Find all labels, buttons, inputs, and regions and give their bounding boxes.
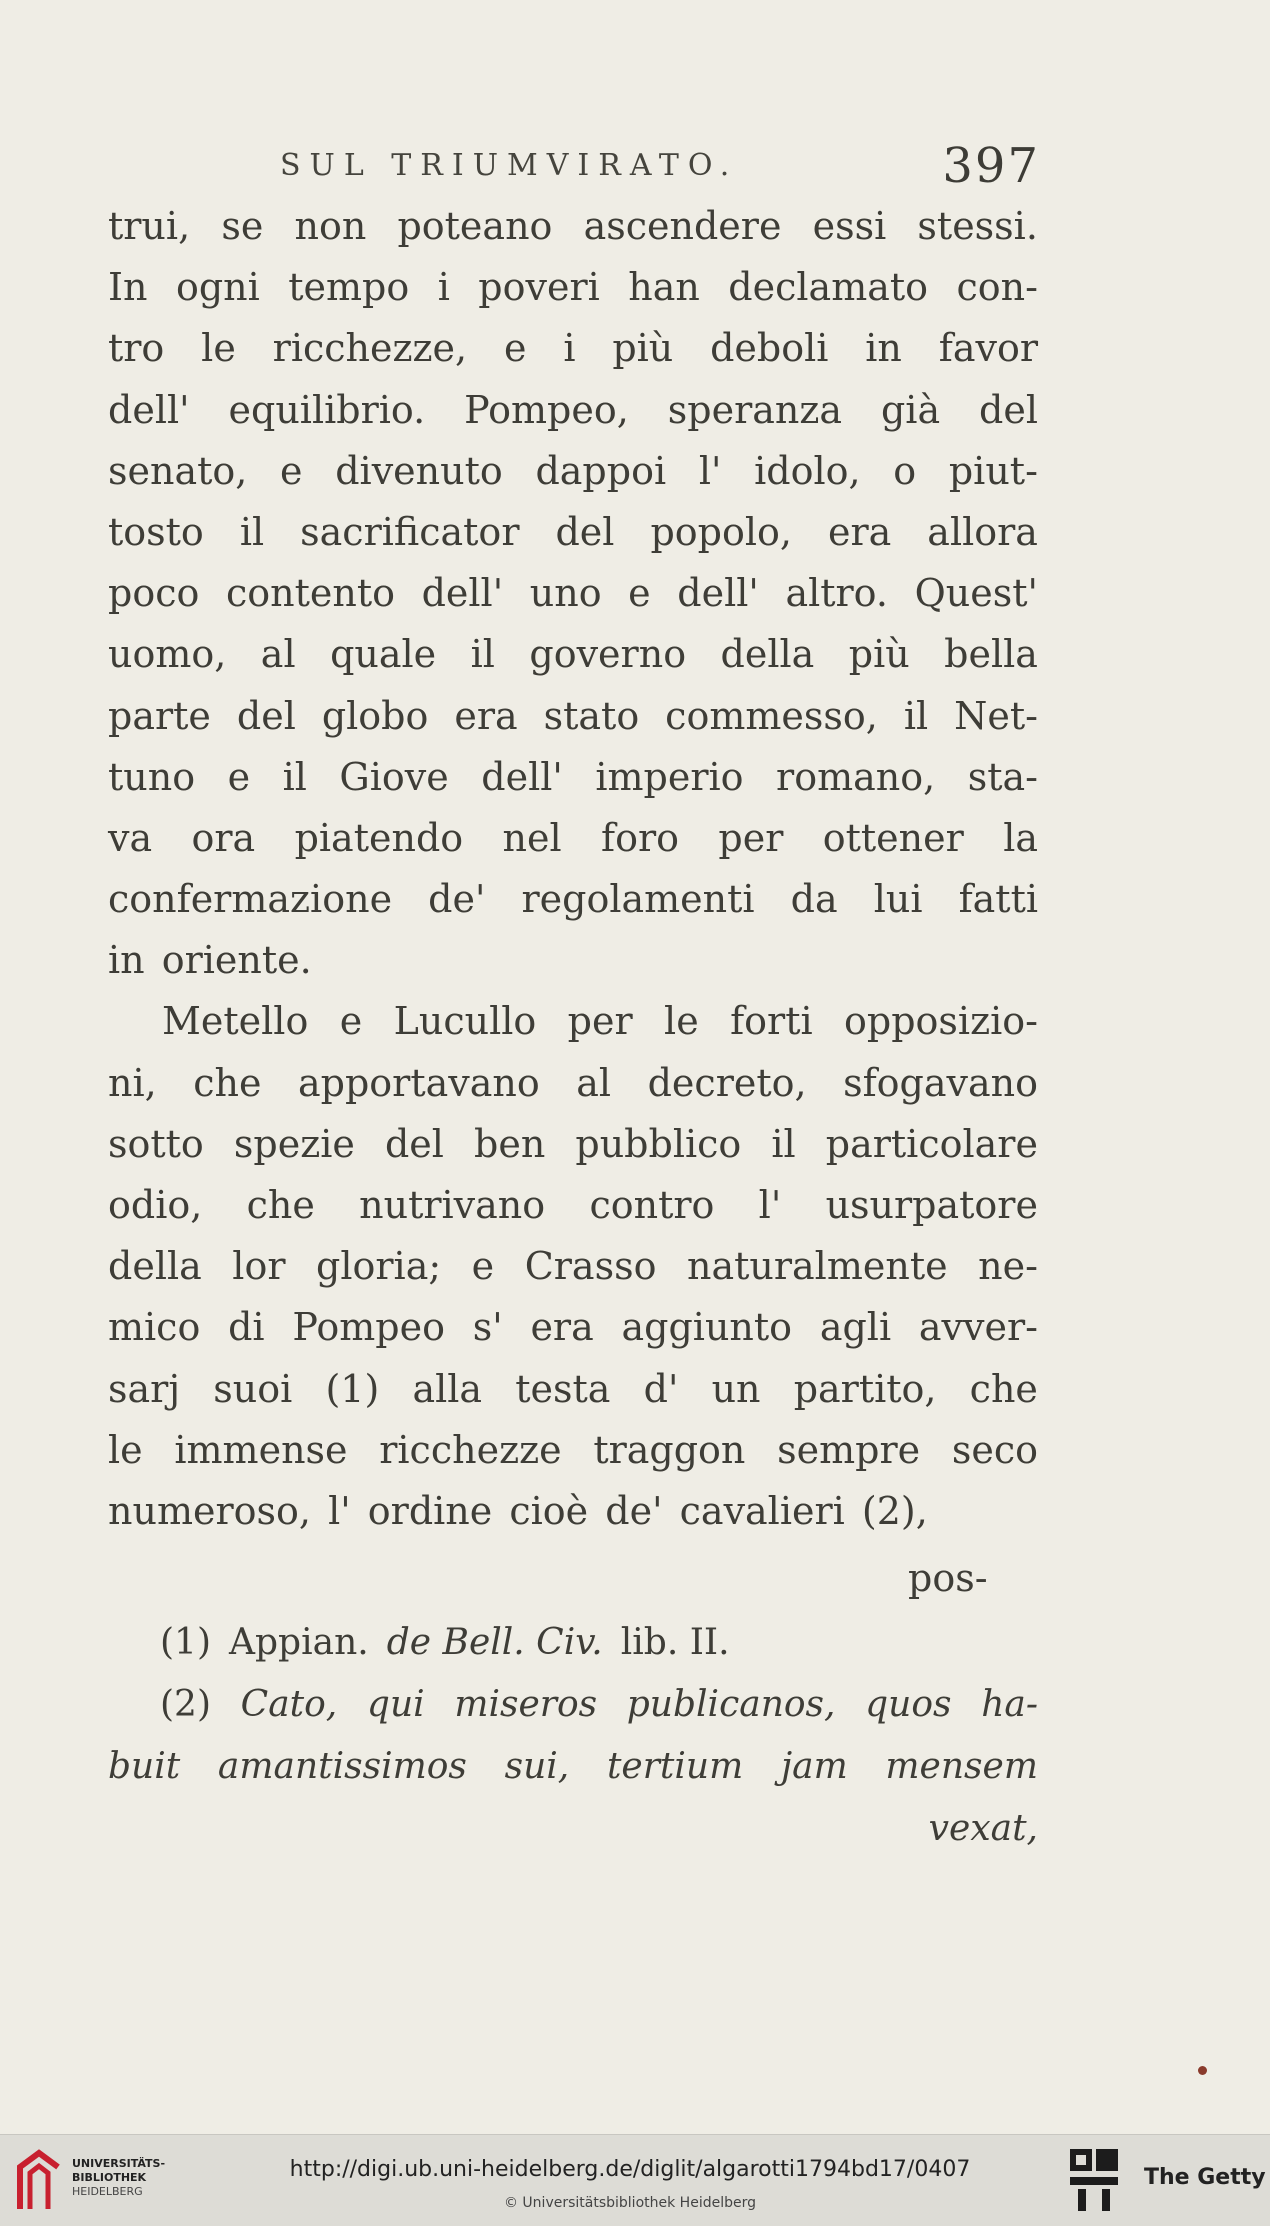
text-line (108, 502, 1038, 563)
word: agli (819, 1305, 892, 1350)
word: se (221, 204, 264, 248)
word: essi (812, 204, 887, 248)
word: seco (951, 1427, 1038, 1472)
word: poveri (478, 265, 600, 310)
word: per (718, 815, 784, 860)
word: le (664, 999, 699, 1044)
getty-logo-icon[interactable] (1068, 2147, 1120, 2213)
word: Pompeo, (464, 387, 629, 432)
footnote-word: qui (366, 1684, 425, 1725)
word: commesso, (665, 693, 878, 738)
word: dell' (481, 754, 563, 799)
word: (1) (325, 1366, 380, 1411)
word: sacrificator (300, 509, 520, 554)
word: l' (328, 1488, 351, 1533)
word: dappoi (535, 448, 667, 493)
footnote-2-end: vexat, (928, 1808, 1038, 1849)
word: va (108, 815, 153, 860)
text-line (108, 563, 1038, 624)
word: sfogavano (843, 1060, 1038, 1105)
word: pubblico (575, 1121, 742, 1166)
text-line (108, 1481, 1038, 1542)
word: numeroso, (108, 1488, 311, 1533)
footnote-1-ref: lib. II. (620, 1622, 730, 1663)
word: altro. (785, 571, 888, 616)
word: che (246, 1183, 315, 1227)
word: odio, (108, 1183, 203, 1227)
word: le (201, 326, 236, 371)
running-header (280, 138, 1040, 198)
word: lor (232, 1244, 286, 1289)
word: avver- (918, 1305, 1038, 1350)
word: e (471, 1244, 495, 1289)
word: Pompeo (292, 1305, 445, 1350)
word: sta- (967, 754, 1038, 799)
footnote-2-marker: (2) (160, 1684, 211, 1725)
footnote-1 (108, 1612, 1038, 1674)
word: non (294, 204, 367, 248)
word: uomo, (108, 632, 227, 677)
word: piut- (948, 448, 1038, 493)
word: testa (515, 1366, 611, 1411)
word: contento (225, 571, 395, 616)
footnote-word: quos (865, 1684, 952, 1725)
word: e (503, 326, 527, 371)
word: aggiunto (621, 1305, 793, 1350)
word: le (108, 1427, 143, 1472)
word: divenuto (335, 448, 503, 493)
word: il (282, 754, 307, 799)
footnote-word: jam (780, 1746, 848, 1787)
word: bella (944, 632, 1038, 677)
text-line (108, 1114, 1038, 1175)
footnote-word: Cato, (240, 1684, 338, 1725)
text-line (108, 1236, 1038, 1297)
word: oriente. (161, 938, 312, 983)
text-line (108, 1053, 1038, 1114)
word: da (790, 877, 838, 922)
footnote-word: miseros (454, 1684, 598, 1725)
permalink-url[interactable]: http://digi.ub.uni-heidelberg.de/diglit/algarotti1794bd17/0407 (289, 2157, 971, 2182)
text-line (108, 1175, 1038, 1236)
text-line (108, 1359, 1038, 1420)
text-line (108, 441, 1038, 502)
page-number: 397 (942, 138, 1040, 194)
word: globo (321, 693, 429, 738)
text-line (108, 1420, 1038, 1481)
word: in (865, 326, 902, 371)
word: il (470, 632, 495, 677)
footnote-word: buit (108, 1746, 181, 1787)
word: alla (412, 1366, 483, 1411)
footnote-word: amantissimos (217, 1746, 467, 1787)
word: ne- (978, 1244, 1038, 1289)
footnotes (108, 1612, 1038, 1860)
sponsor-name: The Getty (1144, 2165, 1266, 2190)
word: cavalieri (679, 1488, 845, 1533)
library-name-line-2: BIBLIOTHEK (72, 2171, 147, 2184)
word: la (1003, 815, 1038, 860)
footnote-1-work: de Bell. Civ. (386, 1622, 603, 1663)
word: forti (730, 999, 813, 1044)
word: ascendere (583, 204, 782, 248)
word: deboli (710, 326, 829, 371)
word: trui, (108, 204, 191, 248)
word: tro (108, 326, 165, 371)
word: de' (605, 1488, 663, 1533)
viewer-footer (0, 2134, 1270, 2226)
footnote-2-line-1 (108, 1674, 1038, 1736)
word: ricchezze (379, 1427, 562, 1472)
word: nel (502, 815, 562, 860)
word: ricchezze, (272, 326, 468, 371)
word: stessi. (917, 204, 1038, 248)
word: ben (474, 1121, 546, 1166)
footnote-word: publicanos, (626, 1684, 836, 1725)
word: che (969, 1366, 1038, 1411)
word: suoi (213, 1366, 293, 1411)
ink-spot (1198, 2066, 1207, 2075)
word: naturalmente (686, 1244, 948, 1289)
word: uno (529, 571, 602, 616)
word: era (530, 1305, 594, 1350)
word: Net- (954, 693, 1038, 738)
word: d' (643, 1366, 679, 1411)
word: fatti (958, 877, 1038, 922)
word: Metello (162, 999, 309, 1044)
word: più (848, 632, 910, 677)
word: mico (108, 1305, 201, 1350)
word: Lucullo (393, 999, 537, 1044)
word: in (108, 938, 145, 983)
word: della (108, 1244, 202, 1289)
word: poco (108, 571, 200, 616)
word: idolo, (754, 448, 861, 493)
text-line (108, 686, 1038, 747)
word: più (612, 326, 674, 371)
word: dell' (677, 571, 759, 616)
word: ni, (108, 1060, 157, 1105)
footnote-1-marker: (1) (160, 1622, 211, 1663)
word: declamato (728, 265, 929, 310)
word: del (384, 1121, 444, 1166)
word: senato, (108, 448, 248, 493)
text-line (108, 196, 1038, 257)
word: il (239, 509, 265, 554)
word: del (555, 509, 615, 554)
word: parte (108, 693, 211, 738)
word: immense (174, 1427, 348, 1472)
word: tosto (108, 509, 204, 554)
word: foro (601, 815, 680, 860)
word: per (567, 999, 633, 1044)
word: stato (543, 693, 640, 738)
word: spezie (233, 1121, 355, 1166)
word: lui (873, 877, 923, 922)
word: l' (758, 1183, 782, 1227)
word: piatendo (294, 815, 464, 860)
word: e (339, 999, 363, 1044)
text-line (108, 991, 1038, 1052)
copyright-notice: © Universitätsbibliothek Heidelberg (503, 2195, 756, 2211)
text-line (108, 257, 1038, 318)
word: era (827, 509, 892, 554)
word: i (563, 326, 576, 371)
text-line (108, 808, 1038, 869)
word: contro (589, 1183, 715, 1227)
word: sotto (108, 1121, 204, 1166)
word: romano, (776, 754, 936, 799)
word: tempo (288, 265, 410, 310)
library-name-line-1: UNIVERSITÄTS- (72, 2157, 166, 2170)
word: Quest' (914, 571, 1038, 616)
footnote-word: ha- (981, 1684, 1038, 1725)
word: sarj (108, 1366, 181, 1411)
word: ora (191, 815, 256, 860)
word: (2), (861, 1488, 928, 1533)
word: sempre (777, 1427, 921, 1472)
footnote-2-line-3 (108, 1798, 1038, 1860)
word: favor (938, 326, 1038, 371)
word: o (893, 448, 917, 493)
running-title: SUL TRIUMVIRATO. (280, 148, 739, 183)
word: governo (529, 632, 687, 677)
word: l' (698, 448, 722, 493)
text-line (108, 869, 1038, 930)
footnote-word: mensem (885, 1746, 1038, 1787)
catchword: pos- (908, 1556, 988, 1600)
footnote-word: sui, (504, 1746, 570, 1787)
text-line (108, 930, 1038, 991)
word: apportavano (298, 1060, 540, 1105)
word: traggon (593, 1427, 746, 1472)
body-text (108, 196, 1038, 1542)
word: tuno (108, 754, 196, 799)
word: de' (428, 877, 486, 922)
word: quale (330, 632, 437, 677)
word: dell' (421, 571, 504, 616)
word: il (903, 693, 929, 738)
word: popolo, (650, 509, 792, 554)
word: e (628, 571, 651, 616)
word: nutrivano (359, 1183, 546, 1227)
word: del (979, 387, 1038, 432)
word: un (711, 1366, 761, 1411)
word: In (108, 265, 148, 310)
library-name-line-3: HEIDELBERG (72, 2185, 143, 2198)
text-line (108, 318, 1038, 379)
word: era (454, 693, 518, 738)
word: già (880, 387, 941, 432)
word: ogni (175, 265, 260, 310)
word: cioè (509, 1488, 589, 1533)
word: particolare (825, 1121, 1038, 1166)
text-line (108, 1297, 1038, 1358)
word: opposizio- (844, 999, 1038, 1044)
word: che (193, 1060, 262, 1105)
footnote-2-line-2 (108, 1736, 1038, 1798)
word: regolamenti (521, 877, 755, 922)
word: Giove (339, 754, 449, 799)
word: speranza (667, 387, 843, 432)
word: decreto, (647, 1060, 807, 1105)
word: del (236, 693, 296, 738)
word: confermazione (108, 877, 393, 922)
word: e (227, 754, 251, 799)
word: al (260, 632, 296, 677)
text-line (108, 624, 1038, 685)
footnote-1-author: Appian. (229, 1622, 369, 1663)
word: allora (927, 509, 1038, 554)
word: della (720, 632, 815, 677)
word: han (628, 265, 700, 310)
word: ordine (367, 1488, 493, 1533)
word: i (437, 265, 450, 310)
word: dell' (108, 387, 190, 432)
word: ottener (822, 815, 964, 860)
text-line (108, 747, 1038, 808)
word: equilibrio. (228, 387, 426, 432)
word: s' (472, 1305, 503, 1350)
word: poteano (397, 204, 553, 248)
text-line (108, 380, 1038, 441)
word: al (576, 1060, 612, 1105)
word: il (771, 1121, 796, 1166)
word: gloria; (316, 1244, 442, 1289)
word: usurpatore (825, 1183, 1038, 1227)
word: di (228, 1305, 265, 1350)
word: partito, (793, 1366, 937, 1411)
word: e (280, 448, 303, 493)
word: Crasso (524, 1244, 657, 1289)
footnote-word: tertium (606, 1746, 744, 1787)
word: con- (956, 265, 1038, 310)
word: imperio (595, 754, 744, 799)
